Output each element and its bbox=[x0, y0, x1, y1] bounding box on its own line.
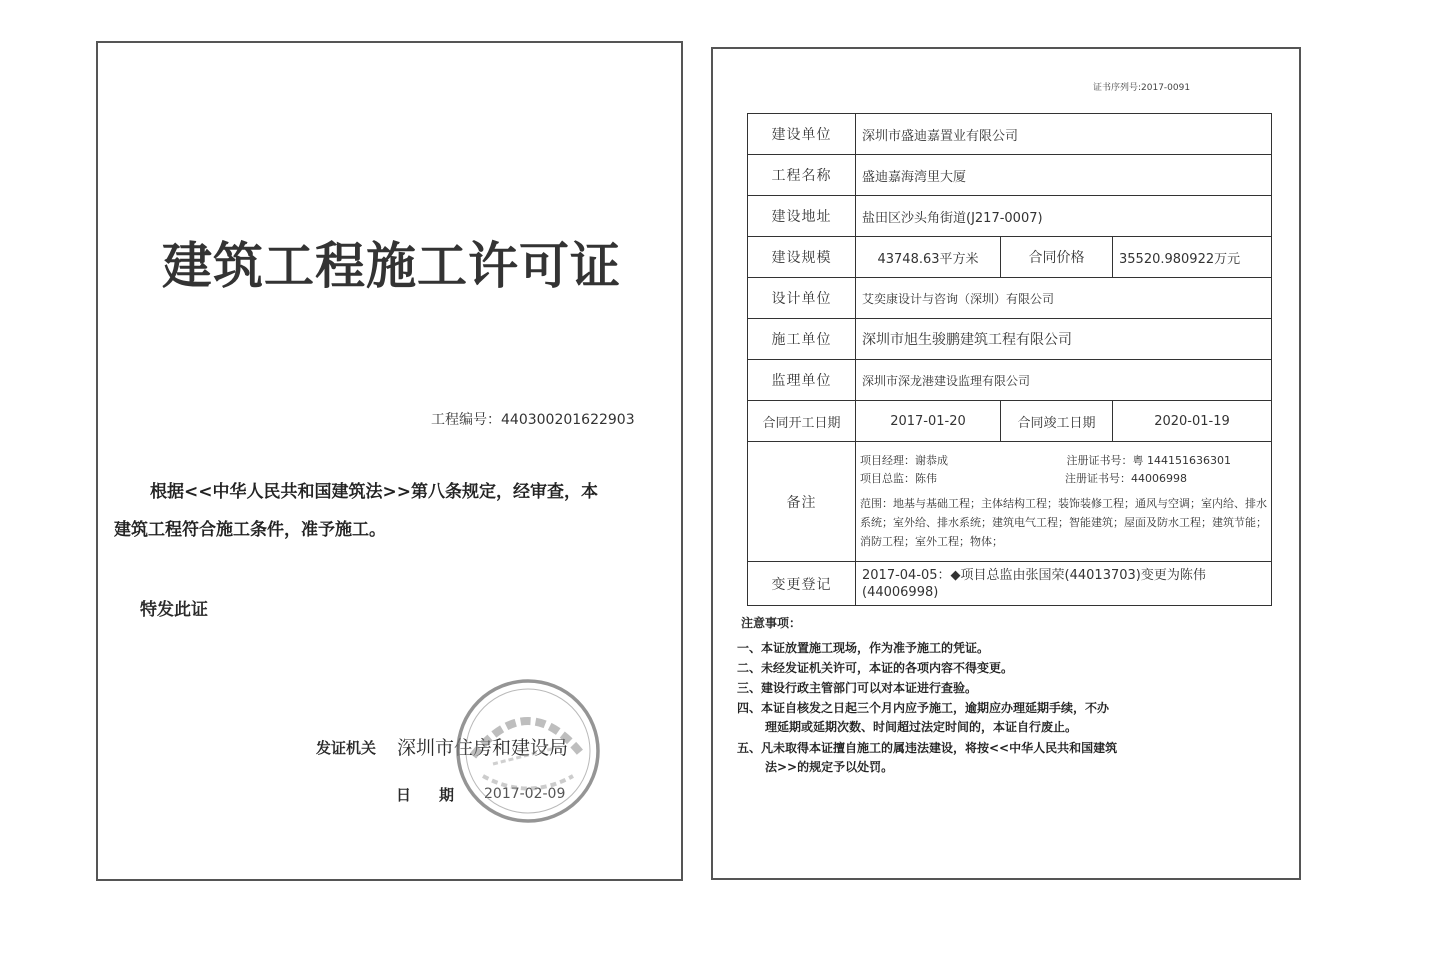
note-item: 二、未经发证机关许可，本证的各项内容不得变更。 bbox=[737, 661, 1014, 675]
contract-price-label: 合同价格 bbox=[1001, 237, 1113, 278]
certificate-title: 建筑工程施工许可证 bbox=[162, 236, 621, 295]
issue-date: 2017-02-09 bbox=[484, 786, 566, 802]
notes-title: 注意事项： bbox=[741, 616, 802, 630]
note-item: 法>>的规定予以处罚。 bbox=[765, 760, 894, 774]
remarks-content bbox=[856, 442, 1272, 562]
construction-scope: 范围：地基与基础工程；主体结构工程；装饰装修工程；通风与空调；室内给、排水系统；室外给、排水系统；建筑电气工程；智能建筑；屋面及防水工程；建筑节能；消防工程；室外工程；物体； bbox=[860, 497, 1267, 548]
table-row bbox=[748, 360, 1272, 401]
project-manager-cert: 注册证书号：粤 144151636301 bbox=[1066, 454, 1231, 467]
scale-value: 43748.63平方米 bbox=[856, 237, 1001, 278]
table-row bbox=[748, 237, 1272, 278]
table-row bbox=[748, 196, 1272, 237]
address-label: 建设地址 bbox=[748, 196, 856, 237]
change-record: 2017-04-05：◆项目总监由张国荣(44013703)变更为陈伟(44006998) bbox=[856, 562, 1272, 606]
note-item: 理延期或延期次数、时间超过法定时间的，本证自行废止。 bbox=[765, 720, 1078, 734]
table-row bbox=[748, 155, 1272, 196]
contractor-value: 深圳市旭生骏鹏建筑工程有限公司 bbox=[856, 319, 1272, 360]
project-number: 工程编号：440300201622903 bbox=[431, 412, 635, 428]
serial-number: 证书序列号:2017-0091 bbox=[1093, 83, 1191, 93]
table-row bbox=[748, 319, 1272, 360]
change-label: 变更登记 bbox=[748, 562, 856, 606]
address-value: 盐田区沙头角街道(J217-0007) bbox=[856, 196, 1272, 237]
end-date-label: 合同竣工日期 bbox=[1001, 401, 1113, 442]
contract-price-value: 35520.980922万元 bbox=[1113, 237, 1272, 278]
supervisor-value: 深圳市深龙港建设监理有限公司 bbox=[856, 360, 1272, 401]
certificate-front-page bbox=[96, 41, 683, 881]
certificate-back-page bbox=[711, 47, 1301, 880]
table-row bbox=[748, 562, 1272, 606]
note-item: 五、凡未取得本证擅自施工的属违法建设，将按<<中华人民共和国建筑 bbox=[737, 741, 1118, 755]
table-row bbox=[748, 401, 1272, 442]
remarks-label: 备注 bbox=[748, 442, 856, 562]
special-issue-text: 特发此证 bbox=[140, 600, 208, 620]
start-date-value: 2017-01-20 bbox=[856, 401, 1001, 442]
chief-supervisor: 项目总监：陈伟 bbox=[860, 472, 937, 485]
contractor-label: 施工单位 bbox=[748, 319, 856, 360]
issuer-label: 发证机关 bbox=[316, 739, 377, 757]
table-row bbox=[748, 114, 1272, 155]
body-text-line-2: 建筑工程符合施工条件，准予施工。 bbox=[114, 520, 386, 540]
chief-supervisor-cert: 注册证书号：44006998 bbox=[1065, 472, 1187, 485]
body-text-line-1: 根据<<中华人民共和国建筑法>>第八条规定，经审查，本 bbox=[150, 482, 598, 502]
project-manager: 项目经理：谢恭成 bbox=[860, 454, 948, 467]
issuer-value: 深圳市住房和建设局 bbox=[397, 737, 569, 759]
project-info-table bbox=[747, 113, 1272, 606]
project-name-label: 工程名称 bbox=[748, 155, 856, 196]
note-item: 四、本证自核发之日起三个月内应予施工，逾期应办理延期手续，不办 bbox=[737, 701, 1110, 715]
builder-value: 深圳市盛迪嘉置业有限公司 bbox=[856, 114, 1272, 155]
start-date-label: 合同开工日期 bbox=[748, 401, 856, 442]
date-label: 日期 bbox=[396, 786, 483, 804]
project-name-value: 盛迪嘉海湾里大厦 bbox=[856, 155, 1272, 196]
supervisor-label: 监理单位 bbox=[748, 360, 856, 401]
table-row bbox=[748, 278, 1272, 319]
note-item: 三、建设行政主管部门可以对本证进行查验。 bbox=[737, 681, 978, 695]
designer-value: 艾奕康设计与咨询（深圳）有限公司 bbox=[856, 278, 1272, 319]
note-item: 一、本证放置施工现场，作为准予施工的凭证。 bbox=[737, 641, 990, 655]
official-seal-icon bbox=[453, 676, 603, 826]
builder-label: 建设单位 bbox=[748, 114, 856, 155]
scale-label: 建设规模 bbox=[748, 237, 856, 278]
designer-label: 设计单位 bbox=[748, 278, 856, 319]
end-date-value: 2020-01-19 bbox=[1113, 401, 1272, 442]
table-row bbox=[748, 442, 1272, 562]
